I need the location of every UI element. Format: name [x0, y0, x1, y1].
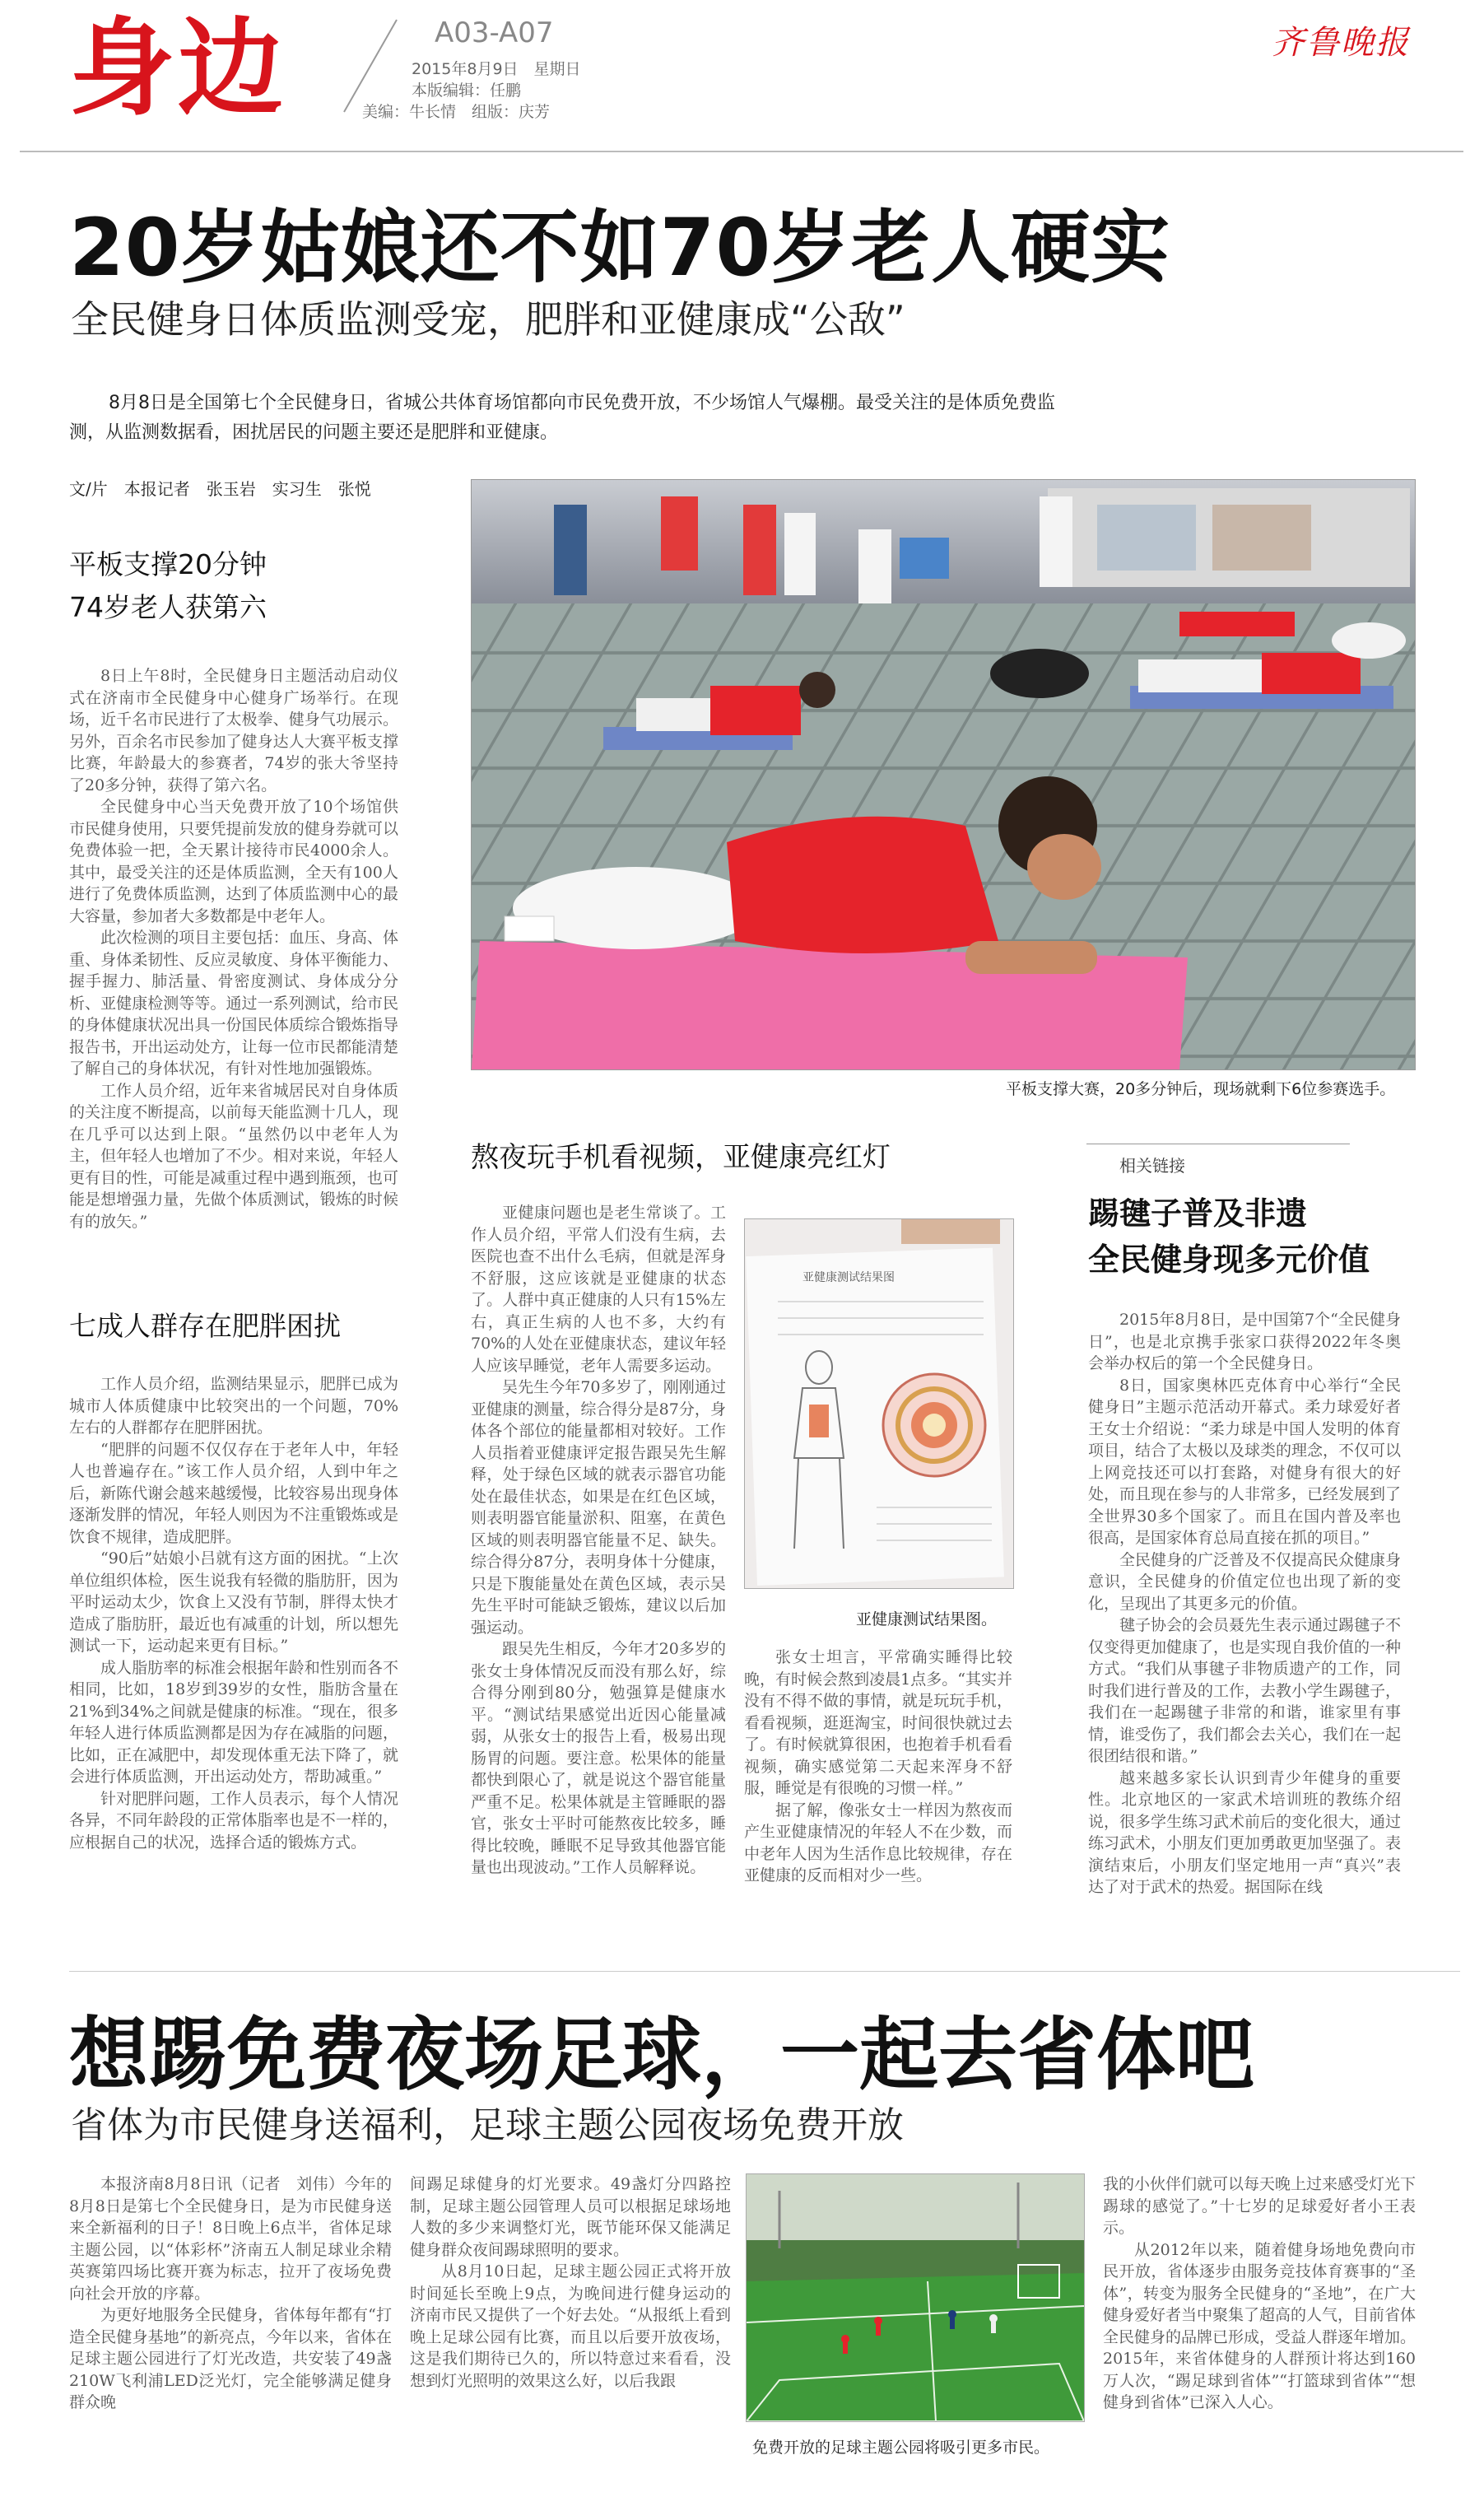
football-park-illustration: [747, 2174, 1084, 2421]
article2-col2: [410, 2173, 731, 2392]
section3-body-continued: [744, 1647, 1012, 1887]
section3-body: [471, 1202, 726, 1879]
paragraph: 张女士坦言，平常确实睡得比较晚，有时候会熬到凌晨1点多。“其实并没有不得不做的事情，就是玩玩手机，看看视频，逛逛淘宝，时间很快就过去了。有时候就算很困，也抱着手机看看视频，确实感觉第二天起来浑身不舒服，睡觉是有很晚的习惯一样。”: [744, 1648, 1012, 1797]
paragraph: 越来越多家长认识到青少年健身的重要性。北京地区的一家武术培训班的教练介绍说，很多学生练习武术前后的变化很大，通过练习武术，小朋友们更加勇敢更加坚强了。表演结束后，小朋友们坚定地用一声“真兴”表达了对于武术的热爱。据国际在线: [1088, 1768, 1402, 1896]
paragraph: 工作人员介绍，近年来省城居民对自身体质的关注度不断提高，以前每天能监测十几人，现在几乎可以达到上限。“虽然仍以中老年人为主，但年轻人也增加了不少。相对来说，年轻人更有目的性，可能是减重过程中遇到瓶颈，也可能是想增强力量，先做个体质测试，锻炼的时候有的放矢。”: [69, 1081, 398, 1231]
article-subheadline: 全民健身日体质监测受宠，肥胖和亚健康成“公敌”: [71, 297, 905, 342]
paragraph: 我的小伙伴们就可以每天晚上过来感受灯光下踢球的感觉了。”十七岁的足球爱好者小王表示。: [1103, 2175, 1417, 2237]
paragraph: 从8月10日起，足球主题公园正式将开放时间延长至晚上9点，为晚间进行健身运动的济南市民又提供了一个好去处。“从报纸上看到晚上足球公园有比赛，而且以后要开放夜场，这是我们期待已久的，所以特意过来看看，没想到灯光照明的效果这么好，以后我跟: [410, 2262, 731, 2390]
paragraph: 8日上午8时，全民健身日主题活动启动仪式在济南市全民健身中心健身广场举行。在现场，近千名市民进行了太极拳、健身气功展示。另外，百余名市民参加了健身达人大赛平板支撑比赛，年龄最大的参赛者，74岁的张大爷坚持了20多分钟，获得了第六名。: [69, 667, 398, 794]
article-lead: 8月8日是全国第七个全民健身日，省城公共体育场馆都向市民免费开放，不少场馆人气爆棚。最受关注的是体质免费监测，从监测数据看，困扰居民的问题主要还是肥胖和亚健康。: [69, 393, 1055, 443]
paragraph: 2015年8月8日，是中国第7个“全民健身日”，也是北京携手张家口获得2022年冬奥会举办权后的第一个全民健身日。: [1088, 1311, 1401, 1372]
paragraph: 跟吴先生相反，今年才20多岁的张女士身体情况反而没有那么好，综合得分刚到80分，勉强算是健康水平。“测试结果感觉出近因心能量减弱，从张女士的报告上看，极易出现肠胃的问题。要注意。松果体的能量都快到限心了，就是说这个器官能量严重不足。松果体就是主管睡眠的器官，张女士平时可能熬夜比较多，睡得比较晚，睡眠不足导致其他器官能量也出现波动。”工作人员解释说。: [471, 1640, 726, 1876]
paragraph: 8日，国家奥林匹克体育中心举行“全民健身日”主题示范活动开幕式。柔力球爱好者王女士介绍说：“柔力球是中国人发明的体育项目，结合了太极以及球类的理念，不仅可以上网竞技还可以打套路，对健身有很大的好处，而且现在参与的人非常多，已经发展到了全世界30多个国家了。而且在国内普及率也很高，是国家体育总局直接在抓的项目。”: [1088, 1376, 1402, 1547]
section-title: 身边: [69, 7, 287, 130]
related-heading-line: 踢毽子普及非遗: [1088, 1195, 1308, 1232]
article-byline: 文/片 本报记者 张玉岩 实习生 张悦: [69, 479, 371, 499]
related-heading-line: 全民健身现多元价值: [1088, 1242, 1370, 1278]
article2-headline: 想踢免费夜场足球，一起去省体吧: [69, 2009, 1254, 2101]
related-body: [1088, 1309, 1401, 1898]
plank-contest-illustration: [472, 480, 1415, 1069]
slash-ornament-icon: [337, 16, 403, 115]
page-range: A03-A07: [435, 16, 554, 49]
paragraph: 成人脂肪率的标准会根据年龄和性别而各不相同，比如，18岁到39岁的女性，脂肪含量在21%到34%之间就是健康的标准。“现在，很多年轻人进行体质监测都是因为存在减脂的问题，比如，正在减肥中，却发现体重无法下降了，就会进行体质监测，开出运动处方，帮助减重。”: [69, 1658, 398, 1786]
section-heading: 熬夜玩手机看视频，亚健康亮红灯: [471, 1141, 891, 1174]
section-heading: 平板支撑20分钟: [69, 548, 267, 580]
paragraph: “肥胖的问题不仅仅存在于老年人中，年轻人也普遍存在。”该工作人员介绍，人到中年之后，新陈代谢会越来越缓慢，比较容易出现身体逐渐发胖的情况，年轻人则因为不注重锻炼或是饮食不规律，造成肥胖。: [69, 1440, 398, 1546]
health-report-photo: [744, 1218, 1014, 1589]
article2-col1: [69, 2173, 392, 2414]
paragraph: 全民健身的广泛普及不仅提高民众健康身意识，全民健身的价值定位也出现了新的变化，呈现出了其更多元的价值。: [1088, 1550, 1402, 1613]
section-heading: 七成人群存在肥胖困扰: [69, 1310, 341, 1342]
paragraph: 工作人员介绍，监测结果显示，肥胖已成为城市人体质健康中比较突出的一个问题，70%左右的人群都存在肥胖困扰。: [69, 1375, 398, 1437]
section2-body: [69, 1373, 398, 1853]
photo-caption: 平板支撑大赛，20多分钟后，现场就剩下6位参赛选手。: [1006, 1080, 1396, 1098]
paragraph: 本报济南8月8日讯（记者 刘伟）今年的8月8日是第七个全民健身日，是为市民健身送来全新福利的日子！8日晚上6点半，省体足球主题公园，以“体彩杯”济南五人制足球业余精英赛第四场比赛开赛为标志，拉开了夜场免费向社会开放的序幕。: [69, 2175, 392, 2303]
article-divider: [69, 1971, 1460, 1972]
article2-col3: [1103, 2173, 1416, 2414]
paragraph: “90后”姑娘小吕就有这方面的困扰。“上次单位组织体检，医生说我有轻微的脂肪肝，因为平时运动太少，饮食上又没有节制，胖得太快才造成了脂肪肝，最近也有减重的计划，所以想先测试一下，运动起来更有目标。”: [69, 1549, 398, 1655]
chart-title: 亚健康测试结果图: [802, 1271, 895, 1284]
article-headline: 20岁姑娘还不如70岁老人硬实: [69, 202, 1171, 294]
newspaper-logo: 齐鲁晚报: [1272, 24, 1410, 62]
paragraph: 从2012年以来，随着健身场地免费向市民开放，省体逐步由服务竞技体育赛事的“圣体”，转变为服务全民健身的“圣地”，在广大健身爱好者当中聚集了超高的人气，目前省体全民健身的品牌已形成，受益人群逐年增加。2015年，来省体健身的人群预计将达到160万人次，“踢足球到省体”“打篮球到省体”“想健身到省体”已深入人心。: [1103, 2240, 1417, 2411]
football-photo-caption: 免费开放的足球主题公园将吸引更多市民。: [752, 2439, 1050, 2457]
plank-contest-photo: [471, 479, 1416, 1070]
section1-body: [69, 665, 398, 1232]
related-heading: [1088, 1190, 1370, 1283]
related-tag: 相关链接: [1119, 1156, 1185, 1176]
health-report-illustration: [745, 1219, 1013, 1588]
chart-caption: 亚健康测试结果图。: [856, 1610, 998, 1628]
masthead-divider: [20, 151, 1463, 152]
paragraph: 据了解，像张女士一样因为熬夜而产生亚健康情况的年轻人不在少数，而中老年人因为生活作息比较规律，存在亚健康的反而相对少一些。: [744, 1801, 1012, 1884]
paragraph: 毽子协会的会员聂先生表示通过踢毽子不仅变得更加健康了，也是实现自我价值的一种方式。“我们从事毽子非物质遗产的工作，同时我们进行普及的工作，去教小学生踢毽子，我们在一起踢毽子非常的和谐，谁家里有事情，谁受伤了，我们都会去关心，我们在一起很团结很和谐。”: [1088, 1616, 1402, 1765]
issue-date: 2015年8月9日 星期日: [412, 60, 581, 78]
paragraph: 吴先生今年70多岁了，刚刚通过亚健康的测量，综合得分是87分，身体各个部位的能量都相对较好。工作人员指着亚健康评定报告跟吴先生解释，处于绿色区域的就表示器官功能处在最佳状态，如果是在红色区域，则表明器官能量淤积、阻塞，在黄色区域的则表明器官能量不足、缺失。综合得分87分，表明身体十分健康，只是下腹能量处在黄色区域，表示吴先生平时可能缺乏锻炼，建议以后加强运动。: [471, 1378, 726, 1637]
paragraph: 为更好地服务全民健身，省体每年都有“打造全民健身基地”的新亮点，今年以来，省体在足球主题公园进行了灯光改造，共安装了49盏210W飞利浦LED泛光灯，完全能够满足健身群众晚: [69, 2306, 392, 2411]
paragraph: 此次检测的项目主要包括：血压、身高、体重、身体柔韧性、反应灵敏度、身体平衡能力、握手握力、肺活量、骨密度测试、身体成分分析、亚健康检测等等。通过一系列测试，给市民的身体健康状况出具一份国民体质综合锻炼指导报告书，开出运动处方，让每一位市民都能清楚了解自己的身体状况，有针对性地加强锻炼。: [69, 929, 398, 1078]
left-column: [69, 543, 407, 629]
paragraph: 全民健身中心当天免费开放了10个场馆供市民健身使用，只要凭提前发放的健身券就可以免费体验一把，全天累计接待市民4000余人。其中，最受关注的还是体质监测，全天有100人进行了免费体质监测，达到了体质监测中心的最大容量，参加者大多数都是中老年人。: [69, 798, 398, 925]
design-credit: 美编：牛长情 组版：庆芳: [362, 103, 551, 121]
article2-subheadline: 省体为市民健身送福利，足球主题公园夜场免费开放: [71, 2104, 904, 2146]
football-park-photo: [746, 2173, 1085, 2422]
paragraph: 亚健康问题也是老生常谈了。工作人员介绍，平常人们没有生病，去医院也查不出什么毛病，但就是浑身不舒服，这应该就是亚健康的状态了。人群中真正健康的人只有15%左右，真正生病的人也不多，大约有70%的人处在亚健康状态，建议年轻人应该早睡觉，老年人需要多运动。: [471, 1204, 726, 1375]
section-heading: 74岁老人获第六: [69, 591, 267, 623]
paragraph: 针对肥胖问题，工作人员表示，每个人情况各异，不同年龄段的正常体脂率也是不一样的，应根据自己的状况，选择合适的锻炼方式。: [69, 1789, 398, 1852]
editor-credit: 本版编辑：任鹏: [412, 82, 522, 100]
paragraph: 间踢足球健身的灯光要求。49盏灯分四路控制，足球主题公园管理人员可以根据足球场地人数的多少来调整灯光，既节能环保又能满足健身群众夜间踢球照明的要求。: [410, 2175, 731, 2259]
